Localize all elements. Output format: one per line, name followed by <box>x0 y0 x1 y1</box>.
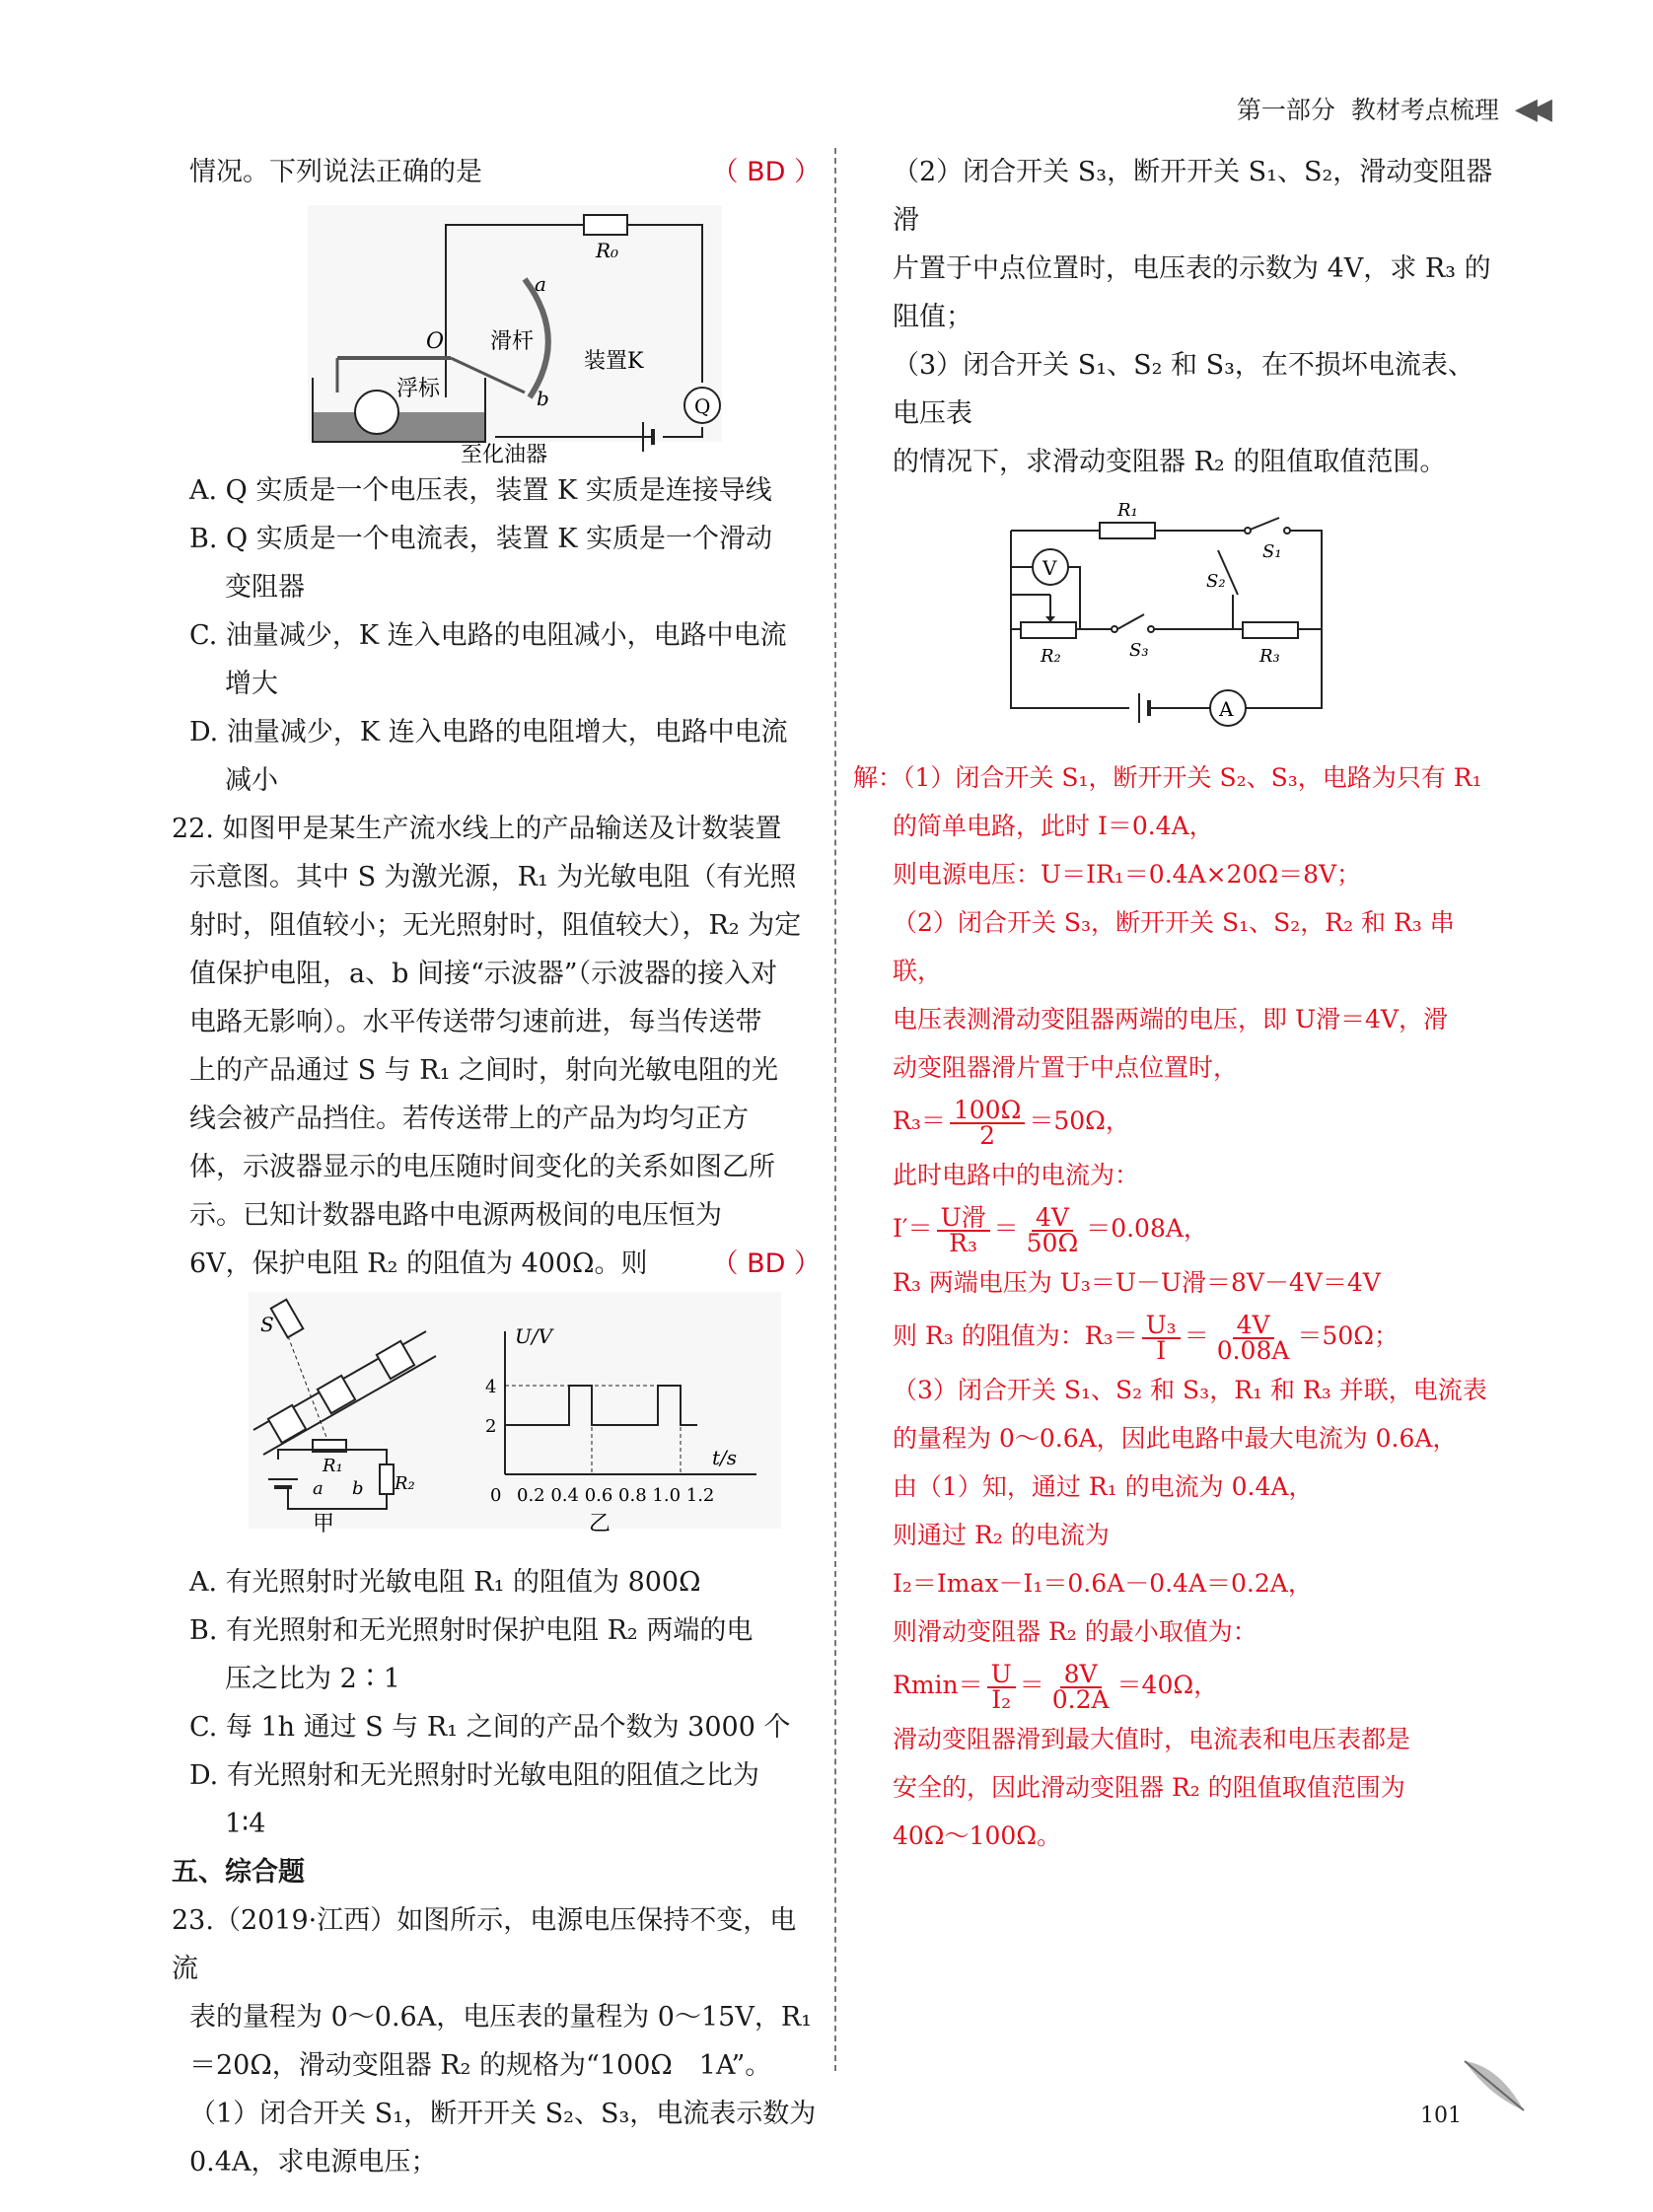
formula-pre: Rmin＝ <box>893 1671 983 1699</box>
label-r3-c: R₃ <box>1259 646 1280 667</box>
solution-line: （3）闭合开关 S₁、S₂ 和 S₃，R₁ 和 R₃ 并联，电流表 <box>893 1376 1487 1404</box>
q21-option-b-cont: 变阻器 <box>225 572 305 603</box>
label-voltmeter: V <box>1042 556 1057 580</box>
q21-tail-text: 情况。下列说法正确的是 <box>189 157 482 187</box>
label-r2-c: R₂ <box>1041 646 1061 667</box>
q22-option-c: C. 每 1h 通过 S 与 R₁ 之间的产品个数为 3000 个 <box>189 1712 791 1743</box>
fraction <box>1023 1202 1083 1257</box>
q22-stem <box>172 805 821 1288</box>
q22-line: 22. 如图甲是某生产流水线上的产品输送及计数装置 <box>172 814 782 844</box>
q21-option-a: A. Q 实质是一个电压表，装置 K 实质是连接导线 <box>189 475 772 506</box>
q21-option-d-cont: 减小 <box>225 765 278 796</box>
q23-line: （1）闭合开关 S₁，断开开关 S₂、S₃，电流表示数为 <box>189 2099 817 2129</box>
section-heading: 五、综合题 <box>172 1857 305 1888</box>
solution-line: 则电源电压：U＝IR₁＝0.4A×20Ω＝8V； <box>893 860 1362 889</box>
denominator: 0.08A <box>1216 1335 1290 1365</box>
fraction <box>1142 1310 1181 1365</box>
label-float: 浮标 <box>396 377 441 401</box>
axis-xlabel: t/s <box>712 1446 738 1469</box>
q21-options <box>189 466 821 805</box>
conveyor-waveform-diagram <box>189 1292 821 1538</box>
label-r2: R₂ <box>395 1473 415 1494</box>
solution-line: R₃ 两端电压为 U₃＝U－U滑＝8V－4V＝4V <box>893 1268 1381 1297</box>
q21-option-c: C. 油量减少，K 连入电路的电阻减小，电路中电流 <box>189 620 787 651</box>
q23-part-line: （2）闭合开关 S₃，断开开关 S₁、S₂，滑动变阻器滑 <box>893 157 1493 236</box>
solution-line: 由（1）知，通过 R₁ 的电流为 0.4A， <box>893 1472 1314 1501</box>
numerator: U滑 <box>937 1206 990 1232</box>
label-s3: S₃ <box>1129 640 1149 661</box>
axis-y2: 2 <box>485 1416 497 1437</box>
q22-options <box>189 1558 821 1848</box>
solution-block <box>853 753 1494 1860</box>
q23-part-line: 的情况下，求滑动变阻器 R₂ 的阻值取值范围。 <box>893 447 1447 477</box>
q22-last-line <box>189 1240 821 1288</box>
q22-line: 示。已知计数器电路中电源两极间的电压恒为 <box>189 1200 722 1231</box>
page-header <box>1237 91 1545 126</box>
label-a: a <box>535 272 546 296</box>
denominator: R₃ <box>949 1228 978 1257</box>
solution-line: 解：（1）闭合开关 S₁，断开开关 S₂、S₃，电路为只有 R₁ <box>853 763 1482 792</box>
q23-line: 表的量程为 0～0.6A，电压表的量程为 0～15V，R₁ <box>189 2002 812 2033</box>
formula-pre: 则 R₃ 的阻值为：R₃＝ <box>893 1321 1138 1350</box>
solution-line: 安全的，因此滑动变阻器 R₂ 的阻值取值范围为 <box>893 1773 1405 1802</box>
q23-part-line: 片置于中点位置时，电压表的示数为 4V，求 R₃ 的 <box>893 253 1491 284</box>
formula-pre: I′＝ <box>893 1214 933 1243</box>
label-tank: 至化油器 <box>461 443 548 467</box>
label-ammeter: A <box>1219 697 1234 721</box>
formula-post: ＝50Ω； <box>1297 1321 1399 1350</box>
denominator: I₂ <box>991 1684 1012 1714</box>
formula-mid: ＝ <box>1019 1671 1044 1699</box>
q21-stem-tail <box>189 148 821 196</box>
fraction <box>1048 1659 1114 1714</box>
numerator: 4V <box>1032 1206 1073 1232</box>
left-column <box>172 148 821 2186</box>
formula-mid: ＝ <box>1184 1321 1209 1350</box>
header-section: 第一部分 <box>1236 96 1335 124</box>
axis-x0: 0 <box>490 1485 502 1506</box>
fraction <box>937 1202 990 1257</box>
fraction <box>987 1659 1016 1714</box>
double-arrow-icon: ◀◀ <box>1514 91 1545 126</box>
denominator: 2 <box>979 1120 996 1150</box>
solution-line: I₂＝Imax－I₁＝0.6A－0.4A＝0.2A， <box>893 1569 1313 1598</box>
q22-line: 电路无影响）。水平传送带匀速前进，每当传送带 <box>189 1007 762 1037</box>
column-divider <box>834 148 836 2071</box>
numerator: U <box>987 1663 1016 1688</box>
q22-line: 上的产品通过 S 与 R₁ 之间时，射向光敏电阻的光 <box>189 1055 778 1086</box>
formula-post: ＝50Ω， <box>1029 1106 1130 1135</box>
solution-line: 此时电路中的电流为： <box>893 1161 1140 1189</box>
q23-stem <box>172 1896 821 2186</box>
axis-xticks: 0.2 0.4 0.6 0.8 1.0 1.2 <box>517 1485 715 1506</box>
q22-line: 射时，阻值较小；无光照射时，阻值较大），R₂ 为定 <box>189 910 802 941</box>
formula-r3-value <box>893 1307 1494 1366</box>
solution-line: （2）闭合开关 S₃，断开开关 S₁、S₂，R₂ 和 R₃ 串联， <box>893 908 1455 985</box>
q21-answer: （ BD ） <box>711 157 821 187</box>
solution-line: 则通过 R₂ 的电流为 <box>893 1521 1110 1549</box>
right-column <box>853 148 1494 1860</box>
formula-pre: R₃＝ <box>893 1106 946 1135</box>
formula-mid: ＝ <box>993 1214 1019 1243</box>
page-number: 101 <box>1420 2104 1462 2128</box>
label-b: b <box>537 387 549 410</box>
formula-current <box>893 1199 1494 1258</box>
label-s1: S₁ <box>1262 541 1282 562</box>
label-yi: 乙 <box>589 1512 611 1536</box>
q22-last-text: 6V，保护电阻 R₂ 的阻值为 400Ω。则 <box>189 1249 648 1279</box>
solution-line: 电压表测滑动变阻器两端的电压，即 U滑＝4V，滑 <box>893 1005 1448 1034</box>
solution-line: 的量程为 0～0.6A，因此电路中最大电流为 0.6A， <box>893 1424 1458 1453</box>
denominator: 50Ω <box>1026 1228 1079 1257</box>
fuel-gauge-diagram <box>189 200 821 467</box>
q22-option-d-cont: 1∶4 <box>225 1809 266 1839</box>
q21-option-c-cont: 增大 <box>225 669 278 699</box>
q22-line: 体，示波器显示的电压随时间变化的关系如图乙所 <box>189 1152 775 1182</box>
q22-option-a: A. 有光照射时光敏电阻 R₁ 的阻值为 800Ω <box>189 1567 701 1598</box>
circuit-diagram <box>893 496 1494 728</box>
q22-option-b: B. 有光照射和无光照射时保护电阻 R₂ 两端的电 <box>189 1615 754 1646</box>
fraction <box>950 1095 1025 1150</box>
numerator: 4V <box>1233 1314 1274 1339</box>
solution-line: 滑动变阻器滑到最大值时，电流表和电压表都是 <box>893 1725 1411 1753</box>
label-q: Q <box>694 394 711 418</box>
feather-icon <box>1460 2056 1529 2115</box>
fraction <box>1213 1310 1294 1365</box>
q22-line: 值保护电阻，a、b 间接“示波器”（示波器的接入对 <box>189 959 778 989</box>
formula-r3 <box>893 1092 1494 1151</box>
formula-post: ＝0.08A， <box>1086 1214 1208 1243</box>
label-r1-c: R₁ <box>1117 500 1138 521</box>
label-r1: R₁ <box>323 1456 343 1476</box>
q22-line: 示意图。其中 S 为激光源，R₁ 为光敏电阻（有光照 <box>189 862 797 892</box>
label-jia: 甲 <box>313 1512 335 1536</box>
q22-option-d: D. 有光照射和无光照射时光敏电阻的阻值之比为 <box>189 1760 759 1791</box>
q23-part-line: （3）闭合开关 S₁、S₂ 和 S₃，在不损坏电流表、电压表 <box>893 350 1474 429</box>
axis-ylabel: U/V <box>515 1324 553 1348</box>
label-rod: 滑杆 <box>490 329 535 354</box>
formula-post: ＝40Ω， <box>1116 1671 1219 1699</box>
solution-line: 则滑动变阻器 R₂ 的最小取值为： <box>893 1617 1258 1646</box>
label-s2: S₂ <box>1206 571 1226 592</box>
formula-rmin <box>893 1656 1494 1715</box>
header-title: 教材考点梳理 <box>1350 96 1499 124</box>
numerator: 100Ω <box>950 1099 1025 1124</box>
label-r0: R₀ <box>596 239 619 262</box>
numerator: U₃ <box>1142 1314 1181 1339</box>
q23-line: 0.4A，求电源电压； <box>189 2147 438 2177</box>
denominator: 0.2A <box>1051 1684 1110 1714</box>
q22-option-b-cont: 压之比为 2∶1 <box>225 1664 400 1694</box>
label-s: S <box>260 1313 274 1336</box>
denominator: I <box>1156 1335 1167 1365</box>
q21-option-b: B. Q 实质是一个电流表，装置 K 实质是一个滑动 <box>189 524 773 554</box>
label-device: 装置K <box>584 349 644 374</box>
solution-line: 40Ω～100Ω。 <box>893 1821 1061 1850</box>
label-a2: a <box>313 1478 323 1499</box>
label-b2: b <box>352 1478 364 1499</box>
q23-part-line: 阻值； <box>893 302 972 332</box>
axis-y4: 4 <box>485 1377 497 1397</box>
label-o: O <box>426 329 445 354</box>
q22-line: 线会被产品挡住。若传送带上的产品为均匀正方 <box>189 1104 749 1134</box>
q23-line: ＝20Ω，滑动变阻器 R₂ 的规格为“100Ω 1A”。 <box>189 2050 772 2081</box>
q23-line: 23.（2019·江西）如图所示，电源电压保持不变，电流 <box>172 1905 797 1984</box>
numerator: 8V <box>1060 1663 1102 1688</box>
q22-answer: （ BD ） <box>711 1249 821 1279</box>
solution-line: 的简单电路，此时 I＝0.4A， <box>893 812 1214 840</box>
q21-option-d: D. 油量减少，K 连入电路的电阻增大，电路中电流 <box>189 717 788 748</box>
solution-line: 动变阻器滑片置于中点位置时， <box>893 1053 1239 1082</box>
